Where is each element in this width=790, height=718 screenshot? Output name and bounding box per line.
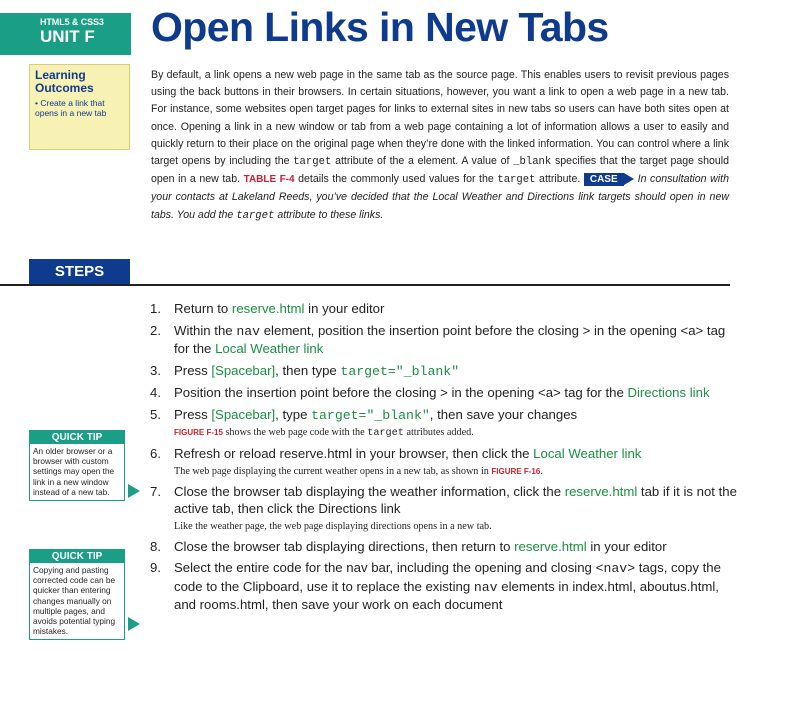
step-7: 7. Close the browser tab displaying the weather information, click the reserve.html tab if it is not the active tab, then click the Directions link Like the weather page, the web page displaying directions opens in a new tab. [150,483,737,532]
case-badge: CASE [584,173,624,186]
step-2: 2. Within the nav element, position the insertion point before the closing > in the opening <a> tag for the Local Weather link [150,322,726,356]
steps-list [148,300,738,618]
quick-tip-title: QUICK TIP [30,431,124,444]
step-3: 3. Press [Spacebar], then type target="_blank" [150,362,460,379]
lo-item-text: Create a link that opens in a new tab [35,98,107,118]
pointer-arrow-icon [128,484,140,498]
quick-tip-2 [29,549,125,640]
unit-label: UNIT F [40,27,95,46]
code-blank: _blank [513,156,552,169]
intro-paragraph: By default, a link opens a new web page in the same tab as the source page. This enables users to revisit previous pages using the back buttons in their browsers. In certain situations, however, you want a link to open a web page in a new tab. For instance, some websites open target pages for links to external sites in new tabs so users can have both sites open at once. Opening a link in a new window or tab from a web page containing a lot of information allows a user to easily and quickly return to their place on the original page when they’re done with the linked information. You can control where a link target opens by including the target attribute of the a element. A value of _blank specifies that the target page should open in a new tab. TABLE F-4 details the commonly used values for the target attribute. CASE In consultation with your contacts at Lakeland Reeds, you’ve decided that the Local Weather and Directions link targets should open in new tabs. You add the target attribute to these links. [151,69,729,222]
code-target: target [497,174,536,187]
code-target: target [293,156,332,169]
step-8: 8. Close the browser tab displaying directions, then return to reserve.html in your editor [150,538,667,554]
unit-badge [0,13,131,55]
step-7-note: Like the weather page, the web page displaying directions opens in a new tab. [174,520,492,532]
table-reference: TABLE F-4 [243,174,295,186]
quick-tip-text: Copying and pasting corrected code can be quicker than entering changes manually on multiple pages, and avoids potential typing mistakes. [33,565,116,637]
pointer-arrow-icon [128,617,140,631]
steps-tab: STEPS [29,259,130,284]
step-9: 9. Select the entire code for the nav bar, including the opening and closing <nav> tags, copy the code to the Clipboard, use it to replace the existing nav elements in index.html, aboutus.html, and rooms.html, then save your work on each document [150,560,721,612]
series-label: HTML5 & CSS3 [40,17,104,27]
step-5: 5. Press [Spacebar], type target="_blank", then save your changes FIGURE F-15 shows the web page code with the target attributes added. [148,406,738,442]
learning-outcomes-box [29,64,130,150]
step-6: 6. Refresh or reload reserve.html in your browser, then click the Local Weather link The web page displaying the current weather opens in a new tab, as shown in FIGURE F-16. [148,445,738,479]
page-title: Open Links in New Tabs [151,4,609,50]
step-6-note: The web page displaying the current weather opens in a new tab, as shown in FIGURE F-16. [174,465,543,477]
lo-title-line2: Outcomes [35,81,94,95]
step-1: 1. Return to reserve.html in your editor [150,301,385,316]
step-4: 4. Position the insertion point before the closing > in the opening <a> tag for the Directions link [150,385,710,400]
step-5-note: FIGURE F-15 shows the web page code with the target attributes added. [174,427,474,439]
quick-tip-text: An older browser or a browser with custom settings may open the link in a new window instead of a new tab. [33,446,115,497]
learning-outcome-item: • Create a link that opens in a new tab [35,98,107,118]
learning-outcomes-title [35,69,124,95]
case-text: In consultation with your contacts at Lakeland Reeds, you’ve decided that the Local Weather and Directions link targets should open in new tabs. You add the target attribute to these links. [151,173,729,222]
quick-tip-1 [29,430,125,501]
divider [0,284,730,286]
lo-title-line1: Learning [35,68,86,82]
quick-tip-title: QUICK TIP [30,550,124,563]
